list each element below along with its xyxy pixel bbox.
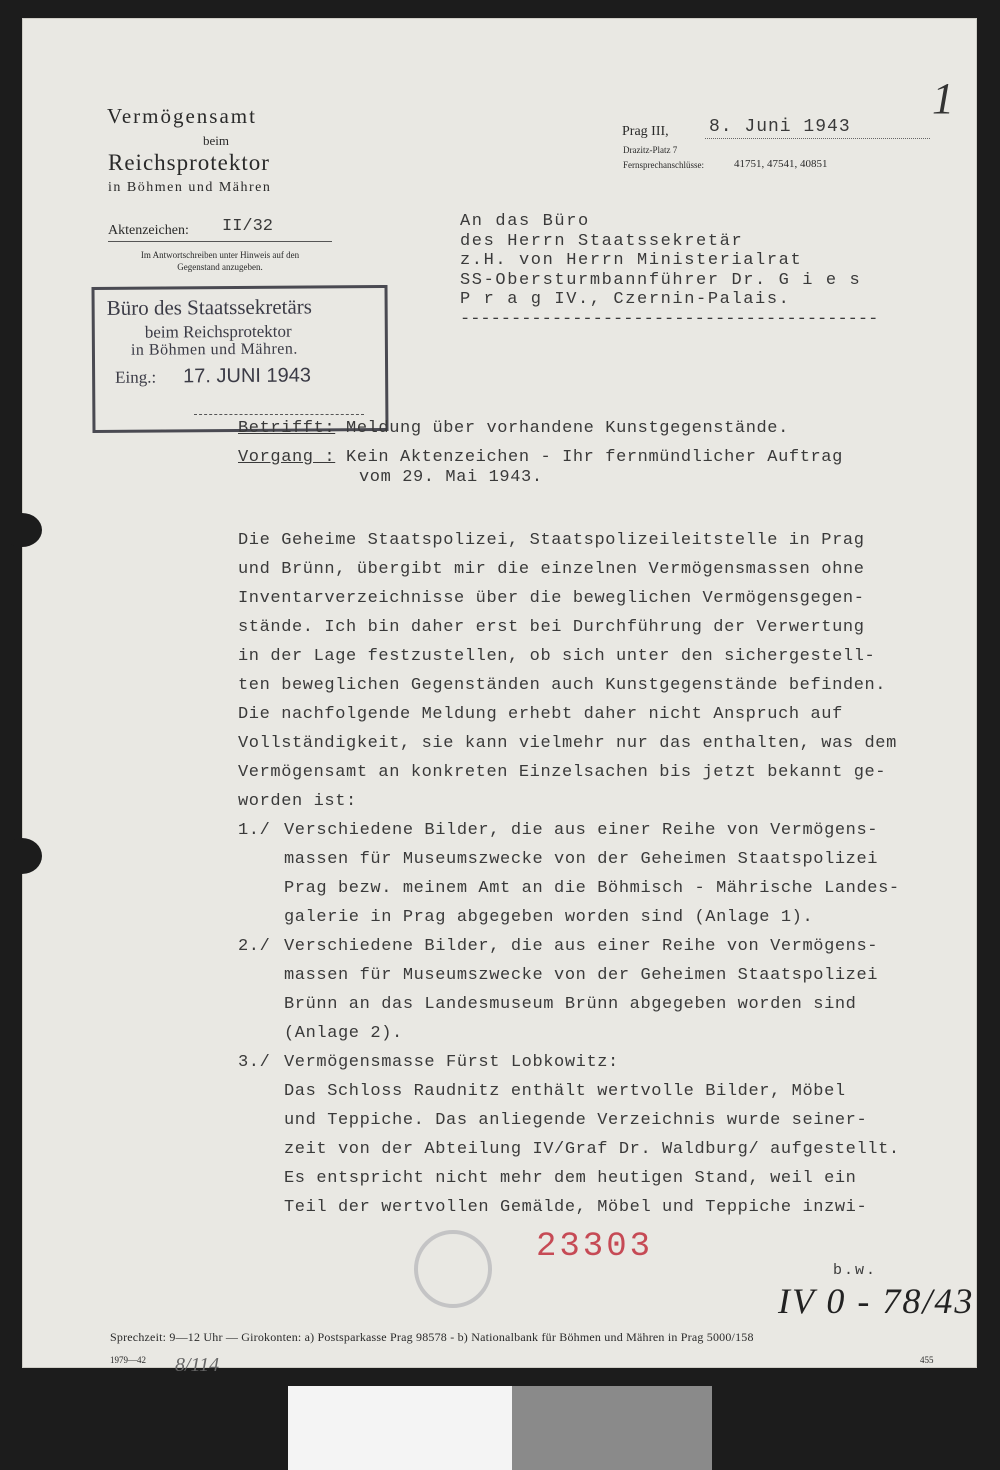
betrifft-label: Betrifft: bbox=[238, 419, 336, 438]
letterhead-org-line1: Vermögensamt bbox=[107, 104, 257, 128]
body-line: ten beweglichen Gegenständen auch Kunstgegenstände befinden. bbox=[238, 676, 887, 695]
body-line: (Anlage 2). bbox=[284, 1024, 403, 1043]
body-line: Vermögensmasse Fürst Lobkowitz: bbox=[284, 1053, 619, 1072]
list-item-1 bbox=[238, 816, 968, 845]
list-number: 3./ bbox=[238, 1053, 271, 1072]
punch-hole-bottom bbox=[2, 838, 42, 874]
body-line: Inventarverzeichnisse über die beweglichen Vermögensgegen- bbox=[238, 589, 865, 608]
letterhead-org-line2: beim bbox=[203, 133, 229, 148]
round-seal-stamp bbox=[414, 1230, 492, 1308]
recipient-block bbox=[460, 212, 878, 329]
recipient-line: des Herrn Staatssekretär bbox=[460, 231, 744, 251]
body-line: Prag bezw. meinem Amt an die Böhmisch - Mährische Landes- bbox=[284, 879, 900, 898]
body-line: und Brünn, übergibt mir die einzelnen Vermögensmassen ohne bbox=[238, 560, 865, 579]
stamp-line1: Büro des Staatssekretärs bbox=[106, 294, 313, 320]
aktenzeichen-underline bbox=[108, 241, 332, 242]
recipient-separator: ----------------------------------------- bbox=[460, 309, 879, 329]
recipient-line: SS-Obersturmbannführer Dr. G i e s bbox=[460, 270, 862, 290]
body-line: massen für Museumszwecke von der Geheimen Staatspolizei bbox=[284, 850, 879, 869]
list-item-2 bbox=[238, 932, 968, 961]
body-line: Verschiedene Bilder, die aus einer Reihe von Vermögens- bbox=[284, 937, 879, 956]
betrifft-text: Meldung über vorhandene Kunstgegenstände. bbox=[346, 419, 789, 438]
scan-calibration-gray bbox=[512, 1386, 712, 1470]
footer-left-code: 1979—42 bbox=[110, 1355, 146, 1365]
body-line: Vollständigkeit, sie kann vielmehr nur das enthalten, was dem bbox=[238, 734, 897, 753]
received-stamp bbox=[91, 285, 388, 433]
body-line: Brünn an das Landesmuseum Brünn abgegeben worden sind bbox=[284, 995, 857, 1014]
body-line: Das Schloss Raudnitz enthält wertvolle Bilder, Möbel bbox=[284, 1082, 846, 1101]
aktenzeichen-note-line1: Im Antwortschreiben unter Hinweis auf den bbox=[140, 250, 300, 260]
letterhead-org-line3: Reichsprotektor bbox=[108, 150, 270, 175]
list-number: 1./ bbox=[238, 821, 271, 840]
footer-right-code: 455 bbox=[920, 1355, 934, 1365]
body-line: Teil der wertvollen Gemälde, Möbel und Teppiche inzwi- bbox=[284, 1198, 868, 1217]
body-line: Die nachfolgende Meldung erhebt daher nicht Anspruch auf bbox=[238, 705, 843, 724]
stamp-line2: beim Reichsprotektor bbox=[144, 321, 292, 342]
body-line: Die Geheime Staatspolizei, Staatspolizeileitstelle in Prag bbox=[238, 531, 865, 550]
date-dotted-line bbox=[705, 138, 930, 139]
stamp-received-date: 17. JUNI 1943 bbox=[183, 364, 312, 388]
letter-date: 8. Juni 1943 bbox=[709, 117, 851, 137]
body-line: worden ist: bbox=[238, 792, 357, 811]
body-line: und Teppiche. Das anliegende Verzeichnis wurde seiner- bbox=[284, 1111, 868, 1130]
vorgang-label: Vorgang : bbox=[238, 448, 336, 467]
stamp-dotted-line bbox=[194, 414, 364, 415]
vorgang-text-line2: vom 29. Mai 1943. bbox=[359, 468, 543, 487]
aktenzeichen-note-line2: Gegenstand anzugeben. bbox=[177, 262, 263, 272]
body-line: zeit von der Abteilung IV/Graf Dr. Waldburg/ aufgestellt. bbox=[284, 1140, 900, 1159]
aktenzeichen-note bbox=[106, 249, 334, 273]
recipient-line: An das Büro bbox=[460, 212, 590, 231]
body-line: in der Lage festzustellen, ob sich unter den sichergestell- bbox=[238, 647, 876, 666]
subject-betrifft bbox=[238, 419, 789, 438]
body-line: massen für Museumszwecke von der Geheimen Staatspolizei bbox=[284, 966, 879, 985]
body-line: Es entspricht nicht mehr dem heutigen Stand, weil ein bbox=[284, 1169, 857, 1188]
bitte-wenden-note: b.w. bbox=[833, 1262, 878, 1279]
footer-line: Sprechzeit: 9—12 Uhr — Girokonten: a) Postsparkasse Prag 98578 - b) Nationalbank für Böhmen und Mähren in Prag 5000/158 bbox=[110, 1330, 754, 1344]
street-address: Drazitz-Platz 7 bbox=[623, 145, 678, 155]
place-label: Prag III, bbox=[622, 124, 669, 139]
recipient-line: P r a g IV., Czernin-Palais. bbox=[460, 290, 791, 309]
phone-label: Fernsprechanschlüsse: bbox=[623, 160, 704, 170]
aktenzeichen-label: Aktenzeichen: bbox=[108, 223, 189, 238]
body-line: galerie in Prag abgegeben worden sind (Anlage 1). bbox=[284, 908, 814, 927]
vorgang-text-line1: Kein Aktenzeichen - Ihr fernmündlicher Auftrag bbox=[346, 448, 843, 467]
document-page bbox=[22, 18, 977, 1376]
handwritten-reference: IV 0 - 78/43 bbox=[778, 1281, 975, 1321]
punch-hole-top bbox=[2, 513, 42, 547]
list-item-3 bbox=[238, 1048, 968, 1077]
body-line: Verschiedene Bilder, die aus einer Reihe von Vermögens- bbox=[284, 821, 879, 840]
body-line: Vermögensamt an konkreten Einzelsachen bis jetzt bekannt ge- bbox=[238, 763, 887, 782]
subject-vorgang bbox=[238, 448, 843, 467]
stamp-received-label: Eing.: bbox=[115, 367, 157, 387]
red-registry-number: 23303 bbox=[536, 1228, 654, 1266]
list-number: 2./ bbox=[238, 937, 271, 956]
letter-body bbox=[238, 526, 968, 1222]
handwritten-folio: 8/114 bbox=[175, 1354, 220, 1376]
aktenzeichen-value: II/32 bbox=[222, 217, 274, 236]
phone-numbers: 41751, 47541, 40851 bbox=[734, 158, 828, 170]
letterhead-org-line4: in Böhmen und Mähren bbox=[108, 180, 272, 195]
recipient-line: z.H. von Herrn Ministerialrat bbox=[460, 251, 803, 270]
stamp-line3: in Böhmen und Mähren. bbox=[130, 340, 298, 359]
scan-calibration-white bbox=[288, 1386, 512, 1470]
body-line: stände. Ich bin daher erst bei Durchführung der Verwertung bbox=[238, 618, 865, 637]
handwritten-page-number: 1 bbox=[932, 74, 954, 123]
